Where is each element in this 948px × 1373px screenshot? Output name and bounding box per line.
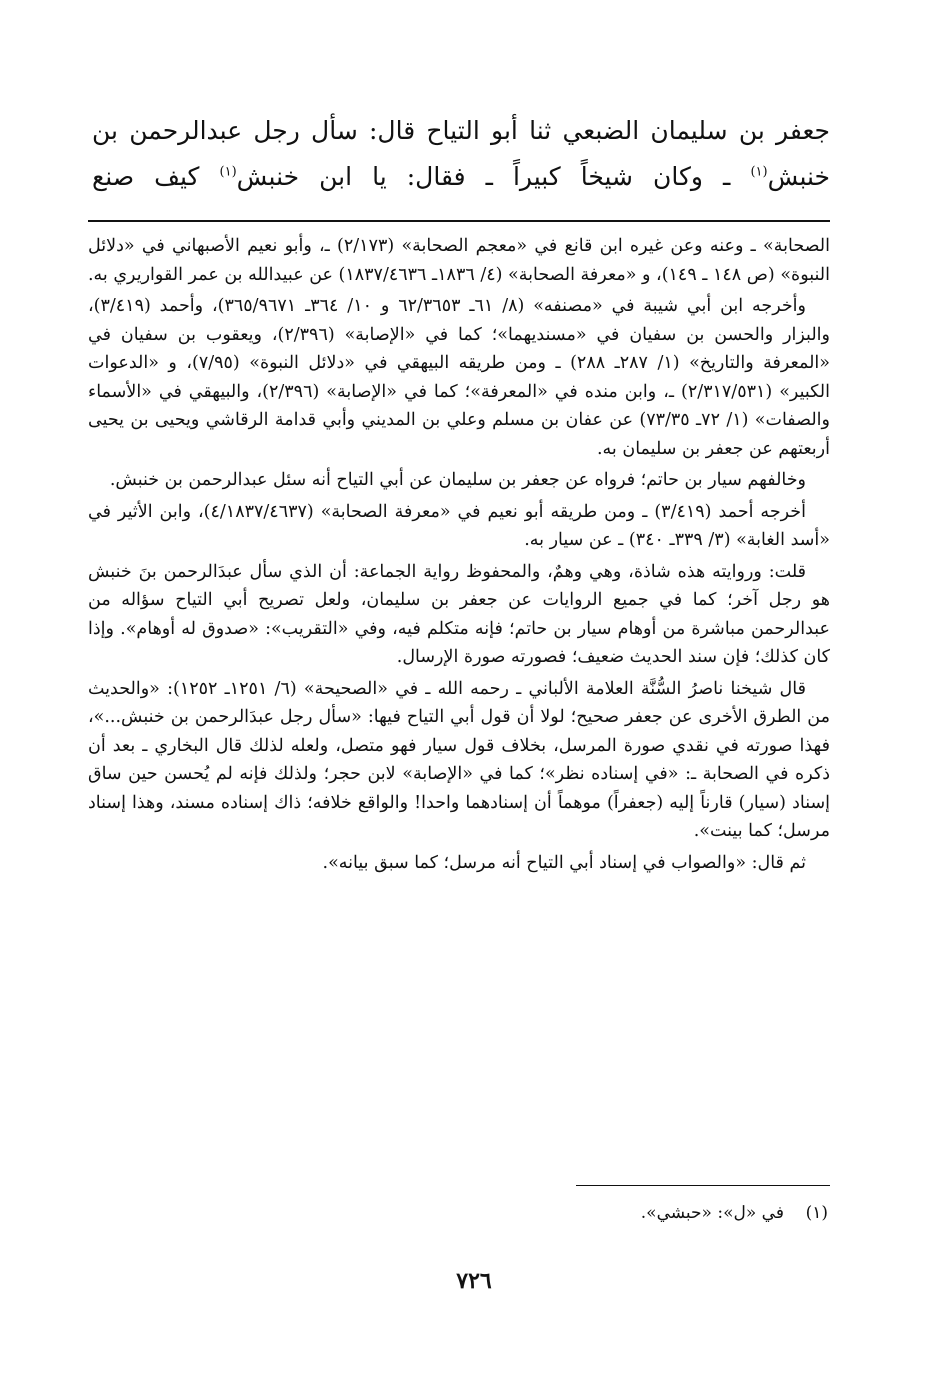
footnote-text: في «ل»: «حبشي».	[640, 1203, 784, 1223]
note-paragraph-4: أخرجه أحمد (٣/٤١٩) ـ ومن طريقه أبو نعيم في «معرفة الصحابة» (٤/١٨٣٧/٤٦٣٧)، وابن الأثير في «أسد الغابة» (٣/ ٣٣٩ـ ٣٤٠) ـ عن سيار به.	[88, 501, 830, 550]
notes-divider	[88, 220, 830, 222]
page-number: ٧٢٦	[456, 1268, 492, 1294]
note-paragraph-7: ثم قال: «والصواب في إسناد أبي التياح أنه مرسل؛ كما سبق بيانه».	[322, 852, 806, 873]
main-text-segment: ـ وكان شيخاً كبيراً ـ فقال: يا ابن خنبش	[236, 162, 751, 191]
note-paragraph-2: وأخرجه ابن أبي شيبة في «مصنفه» (٨/ ٦١ـ ٦٢/٣٦٥٣ و ١٠/ ٣٦٤ـ ٣٦٥/٩٦٧١)، وأحمد (٣/٤١٩)، والبزار والحسن بن سفيان في «مسنديهما»؛ كما في «الإصابة» (٢/٣٩٦)، ويعقوب بن سفيان في «المعرفة والتاريخ» (١/ ٢٨٧ـ ٢٨٨) ـ ومن طريقه البيهقي في «دلائل النبوة» (٧/٩٥)، و «الدعوات الكبير» (٢/٣١٧/٥٣١) ـ، وابن منده في «المعرفة»؛ كما في «الإصابة» (٢/٣٩٦)، والبيهقي في «الأسماء والصفات» (١/ ٧٢ـ ٧٣/٣٥) عن عفان بن مسلم وعلي بن المديني وأبي قدامة الرقاشي ويحيى بن يحيى أربعتهم عن جعفر بن سليمان به.	[88, 296, 830, 459]
footnote	[641, 1200, 828, 1226]
main-text-segment: كيف صنع	[92, 162, 220, 191]
main-text	[92, 108, 830, 200]
note-paragraph-3: وخالفهم سيار بن حاتم؛ فرواه عن جعفر بن سليمان عن أبي التياح أنه سئل عبدالرحمن بن خنبش.	[109, 470, 806, 490]
footnote-reference[interactable]: (١)	[219, 164, 237, 180]
note-paragraph-5: قلت: وروايته هذه شاذة، وهي وهمٌ، والمحفوظ رواية الجماعة: أن الذي سأل عبدَالرحمن بنَ خنبش هو رجل آخر؛ كما في جميع الروايات عن جعفر بن سليمان، ولعل تصريح أبي التياح سؤاله من عبدالرحمن مباشرة من أوهام سيار بن حاتم؛ فإنه متكلم فيه، وفي «التقريب»: «صدوق له أوهام». وإذا كان كذلك؛ فإن سند الحديث ضعيف؛ فصورته صورة الإرسال.	[88, 561, 830, 667]
footnote-divider	[576, 1185, 830, 1186]
main-text-line-2	[92, 154, 830, 200]
footnote-reference[interactable]: (١)	[750, 164, 768, 180]
footnote-marker: (١)	[805, 1203, 828, 1223]
note-paragraph-6: قال شيخنا ناصرُ السُّنَّة العلامة الألباني ـ رحمه الله ـ في «الصحيحة» (٦/ ١٢٥١ـ ١٢٥٢): «والحديث من الطرق الأخرى عن جعفر صحيح؛ لولا أن قول أبي التياح فيها: «سأل رجل عبدَالرحمن بن خنبش...»، فهذا صورته في نقدي صورة المرسل، بخلاف قول سيار فهو متصل، ولعله لذلك قال البخاري ـ بعد أن ذكره في الصحابة ـ: «في إسناده نظر»؛ كما في «الإصابة» لابن حجر؛ ولذلك فإنه لم يُحسن حين ساق إسناد (سيار) قارناً إليه (جعفراً) موهماً أن إسنادهما واحدا! والواقع خلافه؛ ذاك إسناده مسند، وهذا إسناد مرسل؛ كما بينت».	[88, 678, 830, 841]
main-text-line-1: جعفر بن سليمان الضبعي ثنا أبو التياح قال: سأل رجل عبدالرحمن بن	[92, 116, 830, 145]
main-text-segment: خنبش	[767, 162, 830, 191]
commentary-notes	[88, 232, 830, 880]
note-paragraph-1: الصحابة» ـ وعنه وعن غيره ابن قانع في «معجم الصحابة» (٢/١٧٣) ـ، وأبو نعيم الأصبهاني في «دلائل النبوة» (ص ١٤٨ ـ ١٤٩)، و «معرفة الصحابة» (٤/ ١٨٣٦ـ ١٨٣٧/٤٦٣٦) عن عبيدالله بن عمر القواريري به.	[87, 236, 830, 285]
